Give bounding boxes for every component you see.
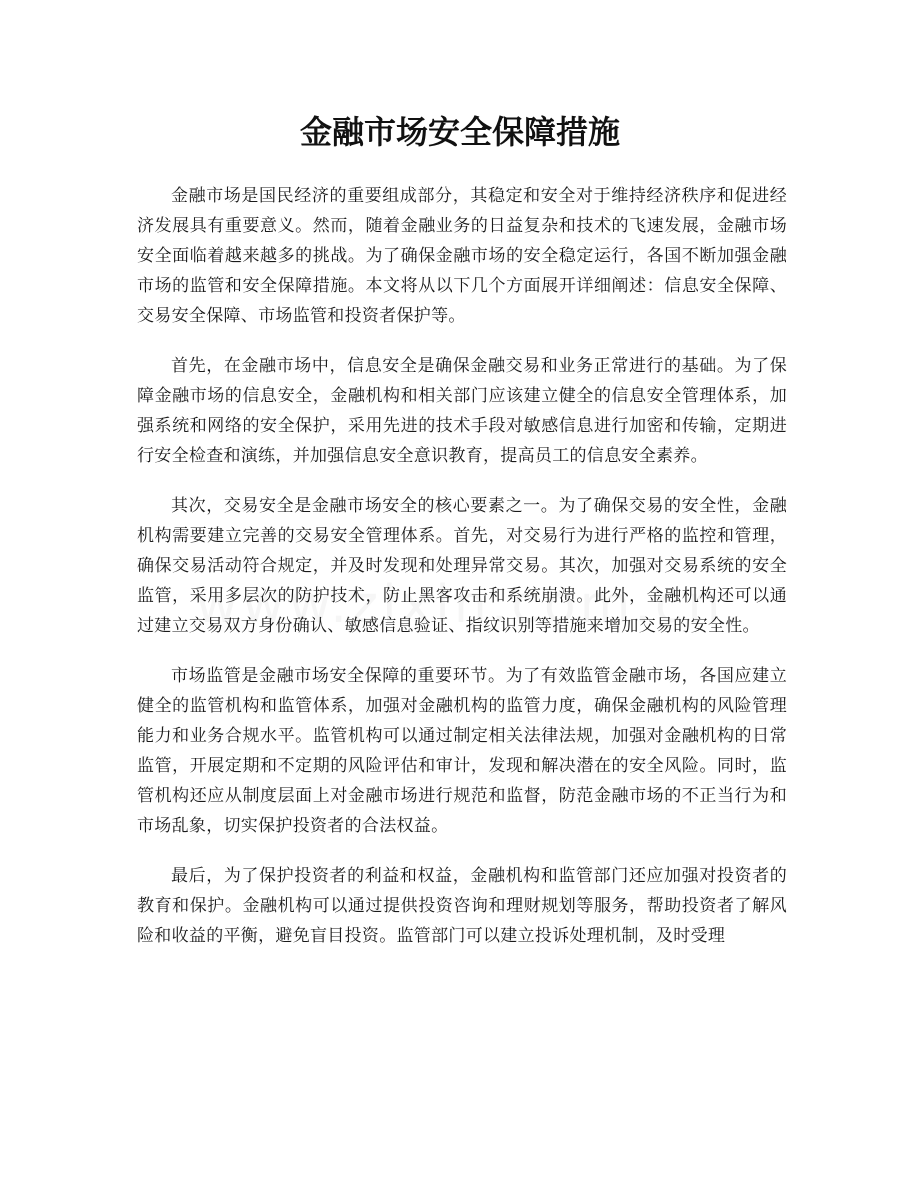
paragraph-transaction-security: 其次，交易安全是金融市场安全的核心要素之一。为了确保交易的安全性，金融机构需要建立完善的交易安全管理体系。首先，对交易行为进行严格的监控和管理，确保交易活动符合规定，并及时发现和处理异常交易。其次，加强对交易系统的安全监管，采用多层次的防护技术，防止黑客攻击和系统崩溃。此外，金融机构还可以通过建立交易双方身份确认、敏感信息验证、指纹识别等措施来增加交易的安全性。 [137,496,787,636]
paragraph-information-security: 首先，在金融市场中，信息安全是确保金融交易和业务正常进行的基础。为了保障金融市场的信息安全，金融机构和相关部门应该建立健全的信息安全管理体系，加强系统和网络的安全保护，采用先进的技术手段对敏感信息进行加密和传输，定期进行安全检查和演练，并加强信息安全意识教育，提高员工的信息安全素养。 [137,356,787,466]
paragraph-intro: 金融市场是国民经济的重要组成部分，其稳定和安全对于维持经济秩序和促进经济发展具有重要意义。然而，随着金融业务的日益复杂和技术的飞速发展，金融市场安全面临着越来越多的挑战。为了确保金融市场的安全稳定运行，各国不断加强金融市场的监管和安全保障措施。本文将从以下几个方面展开详细阐述：信息安全保障、交易安全保障、市场监管和投资者保护等。 [137,186,787,326]
document-title: 金融市场安全保障措施 [299,113,620,151]
paragraph-market-supervision: 市场监管是金融市场安全保障的重要环节。为了有效监管金融市场，各国应建立健全的监管机构和监管体系，加强对金融机构的监管力度，确保金融机构的风险管理能力和业务合规水平。监管机构可以通过制定相关法律法规，加强对金融机构的日常监管，开展定期和不定期的风险评估和审计，发现和解决潜在的安全风险。同时，监管机构还应从制度层面上对金融市场进行规范和监督，防范金融市场的不正当行为和市场乱象，切实保护投资者的合法权益。 [137,666,787,836]
document-body [137,181,787,971]
paragraph-investor-protection: 最后，为了保护投资者的利益和权益，金融机构和监管部门还应加强对投资者的教育和保护。金融机构可以通过提供投资咨询和理财规划等服务，帮助投资者了解风险和收益的平衡，避免盲目投资。监管部门可以建立投诉处理机制，及时受理 [137,866,787,946]
